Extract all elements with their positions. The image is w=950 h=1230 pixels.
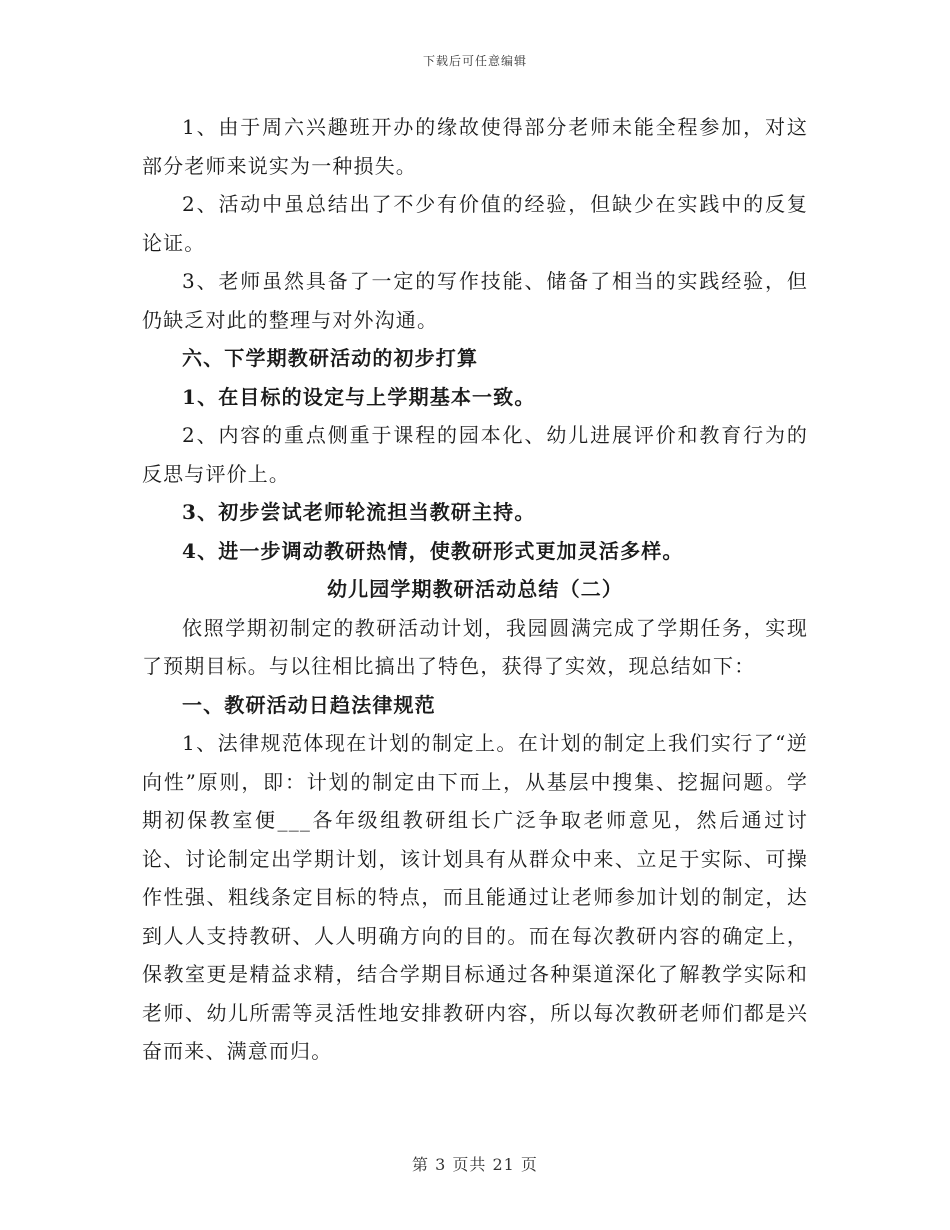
paragraph-2: 2、活动中虽总结出了不少有价值的经验，但缺少在实践中的反复论证。 <box>142 192 808 255</box>
section-heading-1: 一、教研活动日趋法律规范 <box>182 692 436 717</box>
intro-paragraph: 依照学期初制定的教研活动计划，我园圆满完成了学期任务，实现了预期目标。与以往相比搞出了特色，获得了实效，现总结如下： <box>142 615 808 678</box>
paragraph-1: 1、由于周六兴趣班开办的缘故使得部分老师未能全程参加，对这部分老师来说实为一种损失。 <box>142 115 808 178</box>
body-paragraph: 1、法律规范体现在计划的制定上。在计划的制定上我们实行了“逆向性”原则，即：计划的制定由下而上，从基层中搜集、挖掘问题。学期初保教室便___各年级组教研组长广泛争取老师意见，然后通过讨论、讨论制定出学期计划，该计划具有从群众中来、立足于实际、可操作性强、粗线条定目标的特点，而且能通过让老师参加计划的制定，达到人人支持教研、人人明确方向的目的。而在每次教研内容的确定上，保教室更是精益求精，结合学期目标通过各种渠道深化了解教学实际和老师、幼儿所需等灵活性地安排教研内容，所以每次教研老师们都是兴奋而来、满意而归。 <box>142 731 808 1063</box>
page-footer: 第 3 页共 21 页 <box>412 1155 538 1174</box>
document-body <box>142 108 808 1071</box>
plan-item-3: 3、初步尝试老师轮流担当教研主持。 <box>182 500 536 524</box>
plan-item-2: 2、内容的重点侧重于课程的园本化、幼儿进展评价和教育行为的反思与评价上。 <box>142 423 808 486</box>
page-header: 下载后可任意编辑 <box>422 54 527 68</box>
plan-item-4: 4、进一步调动教研热情，使教研形式更加灵活多样。 <box>182 538 684 563</box>
section-heading-6: 六、下学期教研活动的初步打算 <box>182 346 479 370</box>
plan-item-1: 1、在目标的设定与上学期基本一致。 <box>182 384 536 409</box>
document-title: 幼儿园学期教研活动总结（二） <box>326 577 624 601</box>
paragraph-3: 3、老师虽然具备了一定的写作技能、储备了相当的实践经验，但仍缺乏对此的整理与对外沟通。 <box>142 269 808 332</box>
